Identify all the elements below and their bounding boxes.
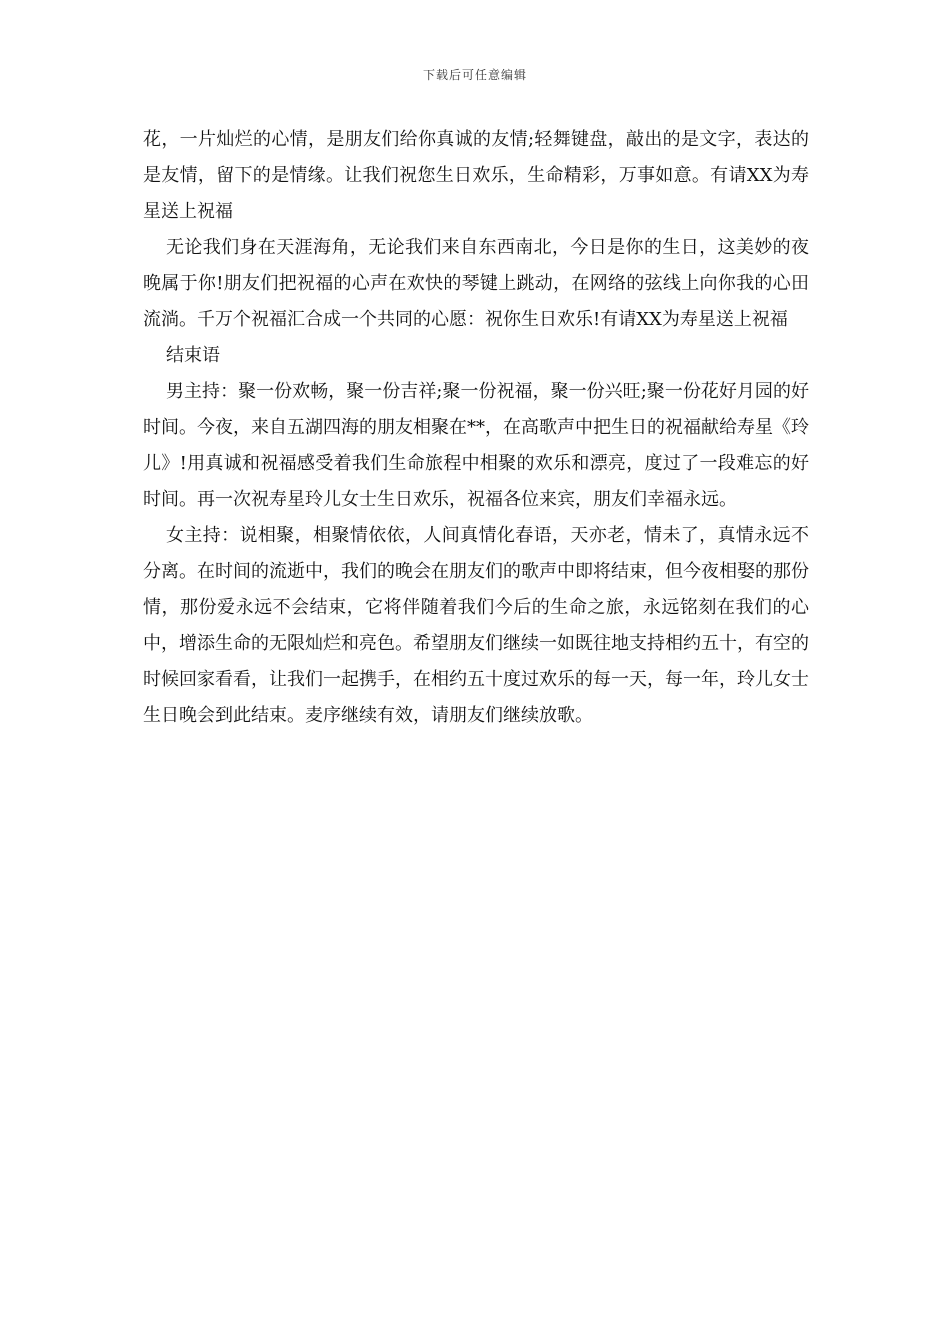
section-heading-closing: 结束语: [166, 345, 220, 366]
paragraph-male-host: 男主持：聚一份欢畅，聚一份吉祥;聚一份祝福，聚一份兴旺;聚一份花好月园的好时间。今夜，来自五湖四海的朋友相聚在**，在高歌声中把生日的祝福献给寿星《玲儿》!用真诚和祝福感受着我们生命旅程中相聚的欢乐和漂亮，度过了一段难忘的好时间。再一次祝寿星玲儿女士生日欢乐，祝福各位来宾，朋友们幸福永远。: [143, 381, 809, 510]
document-body: [143, 122, 809, 734]
paragraph-female-host: 女主持：说相聚，相聚情依依，人间真情化春语，天亦老，情未了，真情永远不分离。在时间的流逝中，我们的晚会在朋友们的歌声中即将结束，但今夜相娶的那份情，那份爱永远不会结束，它将伴随着我们今后的生命之旅，永远铭刻在我们的心中，增添生命的无限灿烂和亮色。希望朋友们继续一如既往地支持相约五十，有空的时候回家看看，让我们一起携手，在相约五十度过欢乐的每一天，每一年，玲儿女士生日晚会到此结束。麦序继续有效，请朋友们继续放歌。: [143, 525, 809, 726]
paragraph-continued: 花，一片灿烂的心情，是朋友们给你真诚的友情;轻舞键盘，敲出的是文字，表达的是友情，留下的是情缘。让我们祝您生日欢乐，生命精彩，万事如意。有请XX为寿星送上祝福: [143, 129, 809, 222]
paragraph-birthday-wishes: 无论我们身在天涯海角，无论我们来自东西南北，今日是你的生日，这美妙的夜晚属于你!朋友们把祝福的心声在欢快的琴键上跳动，在网络的弦线上向你我的心田流淌。千万个祝福汇合成一个共同的心愿：祝你生日欢乐!有请XX为寿星送上祝福: [143, 237, 809, 330]
page-header-note: 下载后可任意编辑: [422, 68, 527, 82]
